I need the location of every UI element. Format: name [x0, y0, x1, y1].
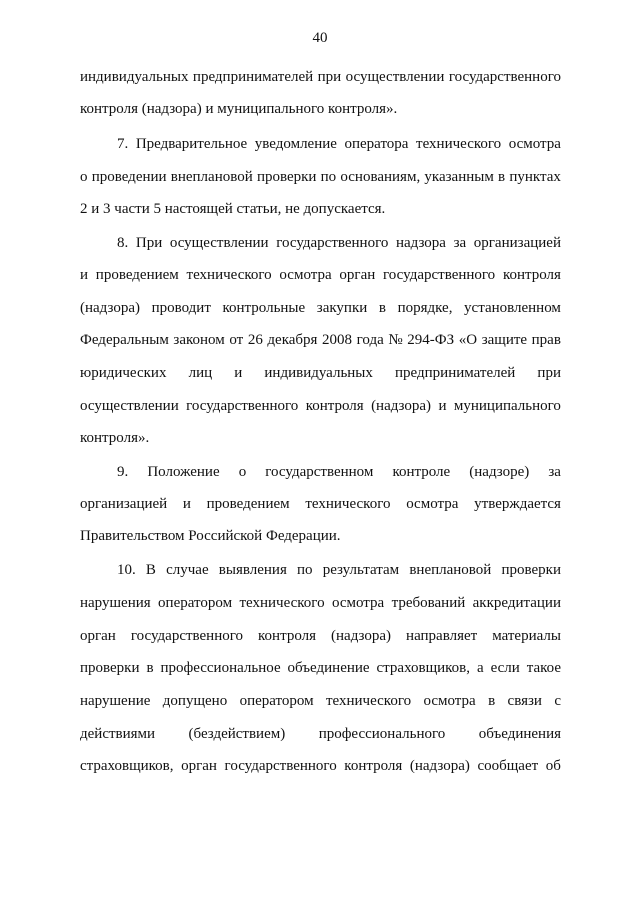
word: осмотра [423, 693, 476, 709]
word: основаниям, [340, 169, 421, 185]
text-line [80, 594, 561, 612]
word: о [80, 169, 88, 185]
word: если [490, 660, 520, 676]
word: осмотра [508, 136, 561, 152]
word: проверки [501, 562, 561, 578]
text-line [80, 397, 561, 415]
word: организацией [473, 235, 561, 251]
word: проведением [206, 496, 290, 512]
word: (надзора) [80, 300, 140, 316]
word: оператора [344, 136, 409, 152]
word: При [135, 235, 163, 251]
word: нарушение [80, 693, 151, 709]
word: 26 [247, 332, 263, 348]
word: Положение [147, 464, 220, 480]
word: страховщиков, [80, 758, 174, 774]
word: уведомление [254, 136, 337, 152]
word: объединение [287, 660, 370, 676]
word: действиями [80, 726, 156, 742]
word: 7. [117, 136, 129, 152]
word: объединения [478, 726, 561, 742]
word: проверки [80, 660, 140, 676]
word: Федеральным [80, 332, 169, 348]
text-line [80, 725, 561, 743]
word: страховщиков, [376, 660, 471, 676]
word: (бездействием) [188, 726, 286, 742]
word: государственного [276, 235, 389, 251]
word: орган [80, 628, 116, 644]
word: профессиональное [160, 660, 281, 676]
word: (надзора) [371, 398, 432, 414]
word: при [537, 365, 561, 381]
word: результатам [322, 562, 400, 578]
word: от [229, 332, 244, 348]
text-line [80, 68, 561, 86]
word: контроля [344, 758, 403, 774]
word: проведении [91, 169, 167, 185]
word: и [234, 365, 243, 381]
word: закупки [316, 300, 368, 316]
word: нарушения [80, 595, 151, 611]
word: утверждается [474, 496, 561, 512]
word: государственного [448, 69, 561, 85]
word: предпринимателей [192, 69, 314, 85]
text-line [80, 627, 561, 645]
word: профессионального [318, 726, 446, 742]
word: материалы [492, 628, 561, 644]
word: осмотра [279, 267, 332, 283]
word: и [438, 398, 447, 414]
word: по [320, 169, 337, 185]
word: а [476, 660, 484, 676]
word: проводит [151, 300, 211, 316]
word: выявления [218, 562, 287, 578]
text-line [80, 495, 561, 513]
text-line [117, 561, 561, 579]
word: в [498, 169, 506, 185]
word: технического [239, 595, 325, 611]
text-line [80, 757, 561, 775]
word: (надзоре) [469, 464, 530, 480]
word: законом [173, 332, 225, 348]
text-line [117, 463, 561, 481]
word: индивидуальных [80, 69, 189, 85]
word: 294-ФЗ [407, 332, 455, 348]
word: проведением [95, 267, 179, 283]
word: (надзора) [331, 628, 392, 644]
word: пунктах [509, 169, 561, 185]
word: за [453, 235, 467, 251]
word: и [80, 267, 89, 283]
word: оператором [158, 595, 233, 611]
word: технического [416, 136, 502, 152]
word: по [297, 562, 313, 578]
word: порядке, [397, 300, 453, 316]
text-line [80, 299, 561, 317]
word: в [146, 660, 154, 676]
word: об [545, 758, 561, 774]
word: (надзора) [409, 758, 470, 774]
word: осуществлении [169, 235, 269, 251]
word: с [554, 693, 561, 709]
text-line [117, 234, 561, 252]
word: государственного [186, 398, 299, 414]
word: осуществлении [345, 69, 445, 85]
word: технического [186, 267, 272, 283]
word: «О [458, 332, 478, 348]
text-line [80, 266, 561, 284]
word: надзора [395, 235, 446, 251]
word: орган [339, 267, 376, 283]
word: допущено [162, 693, 228, 709]
text-line [80, 692, 561, 710]
word: контроля [258, 628, 317, 644]
word: установленном [464, 300, 561, 316]
text-line [117, 135, 561, 153]
word: 2008 [322, 332, 353, 348]
word: предпринимателей [395, 365, 516, 381]
word: лиц [188, 365, 213, 381]
word: технического [305, 496, 391, 512]
word: внеплановой [409, 562, 492, 578]
word: контроля [502, 267, 561, 283]
word: технического [325, 693, 412, 709]
word: Предварительное [135, 136, 248, 152]
word: осуществлении [80, 398, 179, 414]
word: случае [166, 562, 209, 578]
word: такое [526, 660, 561, 676]
word: защите [481, 332, 528, 348]
word: проверки [256, 169, 317, 185]
word: государственном [265, 464, 374, 480]
word: декабря [267, 332, 318, 348]
word: в [378, 300, 386, 316]
word: контроле [392, 464, 451, 480]
word: оператором [239, 693, 314, 709]
word: связи [507, 693, 542, 709]
word: прав [531, 332, 561, 348]
word: 10. [117, 562, 136, 578]
word: 8. [117, 235, 129, 251]
text-line: контроля (надзора) и муниципального контроля». [80, 101, 398, 117]
word: за [548, 464, 561, 480]
word: организацией [80, 496, 168, 512]
word: 9. [117, 464, 129, 480]
word: государственного [224, 758, 337, 774]
word: указанным [424, 169, 494, 185]
word: сообщает [477, 758, 539, 774]
word: направляет [406, 628, 478, 644]
word: и [182, 496, 191, 512]
word: В [145, 562, 156, 578]
text-line [80, 364, 561, 382]
word: орган [181, 758, 217, 774]
text-line: Правительством Российской Федерации. [80, 528, 341, 544]
word: в [488, 693, 496, 709]
text-line [80, 168, 561, 186]
text-line [80, 659, 561, 677]
word: осмотра [331, 595, 385, 611]
word: при [317, 69, 342, 85]
word: № [388, 332, 403, 348]
word: аккредитации [472, 595, 561, 611]
word: внеплановой [170, 169, 253, 185]
text-line [80, 331, 561, 349]
text-line: 2 и 3 части 5 настоящей статьи, не допускается. [80, 201, 386, 217]
word: осмотра [406, 496, 459, 512]
word: контрольные [222, 300, 306, 316]
word: индивидуальных [264, 365, 373, 381]
word: государственного [383, 267, 496, 283]
text-line: контроля». [80, 430, 150, 446]
word: государственного [130, 628, 244, 644]
page-number: 40 [312, 30, 328, 46]
word: юридических [80, 365, 167, 381]
word: муниципального [453, 398, 561, 414]
word: контроля [305, 398, 364, 414]
word: года [356, 332, 384, 348]
word: о [238, 464, 247, 480]
word: требований [391, 595, 466, 611]
